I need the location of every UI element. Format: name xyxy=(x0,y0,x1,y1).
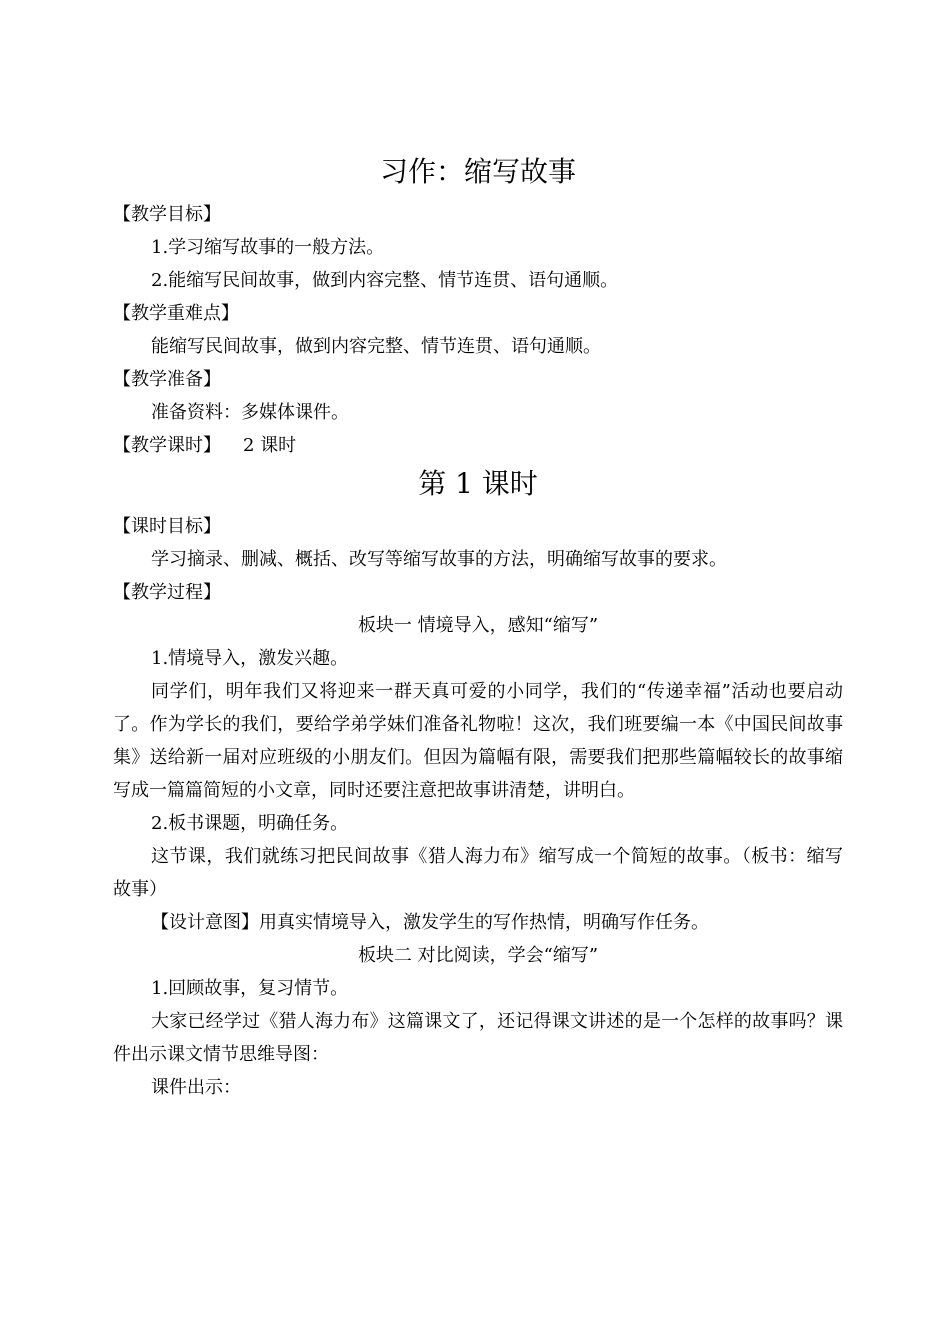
preparation-text: 准备资料：多媒体课件。 xyxy=(151,402,349,423)
class-hours-heading: 【教学课时】 xyxy=(113,435,221,456)
block1-paragraph1: 同学们，明年我们又将迎来一群天真可爱的小同学，我们的“传递幸福”活动也要启动了。作为学长的我们，要给学弟学妹们准备礼物啦！这次，我们班要编一本《中国民间故事集》送给新一届对应班级的小朋友们。但因为篇幅有限，需要我们把那些篇幅较长的故事缩写成一篇篇简短的小文章，同时还要注意把故事讲清楚，讲明白。 xyxy=(113,681,843,801)
process-heading: 【教学过程】 xyxy=(113,582,221,603)
lesson-goal-text: 学习摘录、删减、概括、改写等缩写故事的方法，明确缩写故事的要求。 xyxy=(151,549,727,570)
key-points-heading: 【教学重难点】 xyxy=(113,303,239,324)
block1-paragraph2: 这节课，我们就练习把民间故事《猎人海力布》缩写成一个简短的故事。（板书：缩写故事） xyxy=(113,846,843,900)
block2-paragraph1: 大家已经学过《猎人海力布》这篇课文了，还记得课文讲述的是一个怎样的故事吗？课件出示课文情节思维导图： xyxy=(113,1011,843,1065)
lesson-title: 第 1 课时 xyxy=(418,467,538,500)
document-title: 习作：缩写故事 xyxy=(379,155,576,188)
class-hours-row xyxy=(113,429,843,462)
lesson-goal-heading: 【课时目标】 xyxy=(113,516,221,537)
courseware-show: 课件出示： xyxy=(151,1077,241,1098)
block2-title: 板块二 对比阅读，学会“缩写” xyxy=(357,945,599,966)
teaching-goals-heading: 【教学目标】 xyxy=(113,204,221,225)
design-intent: 【设计意图】用真实情境导入，激发学生的写作热情，明确写作任务。 xyxy=(151,912,709,933)
preparation-heading: 【教学准备】 xyxy=(113,369,221,390)
key-points-text: 能缩写民间故事，做到内容完整、情节连贯、语句通顺。 xyxy=(151,336,601,357)
class-hours-value: 2 课时 xyxy=(243,435,297,456)
block2-step1: 1.回顾故事，复习情节。 xyxy=(151,978,349,999)
block1-title: 板块一 情境导入，感知“缩写” xyxy=(357,615,599,636)
teaching-goal-item: 1.学习缩写故事的一般方法。 xyxy=(151,237,385,258)
teaching-goal-item: 2.能缩写民间故事，做到内容完整、情节连贯、语句通顺。 xyxy=(151,270,619,291)
block1-step2: 2.板书课题，明确任务。 xyxy=(151,813,349,834)
block1-step1: 1.情境导入，激发兴趣。 xyxy=(151,648,349,669)
